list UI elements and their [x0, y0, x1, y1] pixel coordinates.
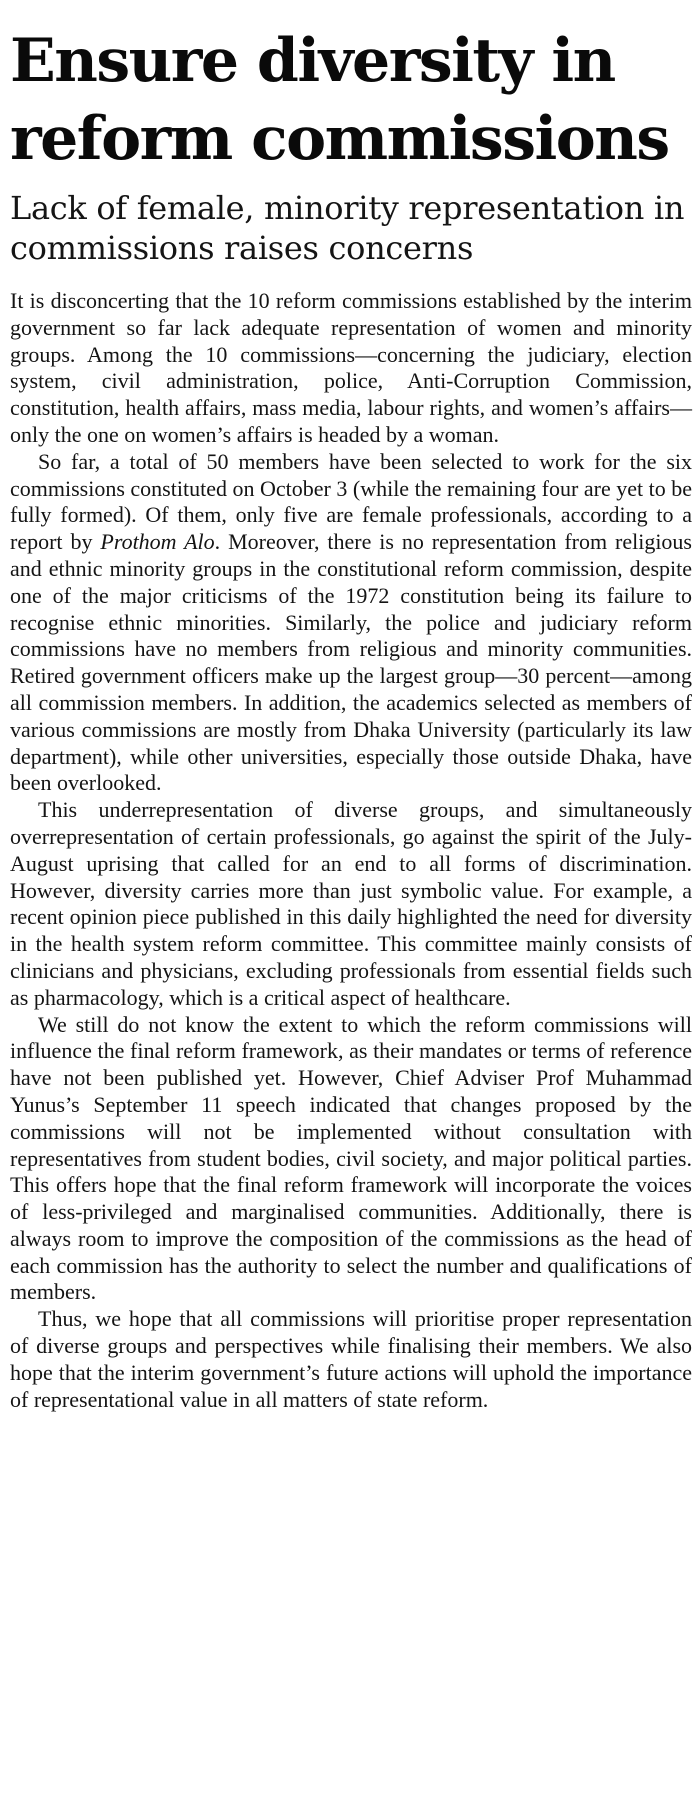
paragraph-4: We still do not know the extent to which the reform commissions will influence the final reform framework, as their mandates or terms of reference have not been published yet. However, Chief Adviser Prof Muhammad Yunus’s September 11 speech indicated that changes proposed by the commissions will not be implemented without consultation with representatives from student bodies, civil society, and major political parties. This offers hope that the final reform framework will incorporate the voices of less-privileged and marginalised communities. Additionally, there is always room to improve the composition of the commissions as the head of each commission has the authority to select the number and qualifications of members. [10, 1011, 692, 1305]
newspaper-name: Prothom Alo [100, 529, 215, 555]
paragraph-1: It is disconcerting that the 10 reform commissions established by the interim government so far lack adequate representation of women and minority groups. Among the 10 commissions—concerning the judiciary, election system, civil administration, police, Anti-Corruption Commission, constitution, health affairs, mass media, labour rights, and women’s affairs—only the one on women’s affairs is headed by a woman. [10, 288, 692, 447]
paragraph-5: Thus, we hope that all commissions will prioritise proper representation of diverse groups and perspectives while finalising their members. We also hope that the interim government’s future actions will uphold the importance of representational value in all matters of state reform. [10, 1306, 692, 1412]
article-body [10, 288, 692, 1413]
subheadline: Lack of female, minority representation in commissions raises concerns [10, 189, 685, 267]
paragraph-3: This underrepresentation of diverse groups, and simultaneously overrepresentation of certain professionals, go against the spirit of the July-August uprising that called for an end to all forms of discrimination. However, diversity carries more than just symbolic value. For example, a recent opinion piece published in this daily highlighted the need for diversity in the health system reform committee. This committee mainly consists of clinicians and physicians, excluding professionals from essential fields such as pharmacology, which is a critical aspect of healthcare. [10, 797, 692, 1010]
headline: Ensure diversity in reform commissions [10, 26, 669, 174]
paragraph-2 [10, 449, 692, 797]
paragraph-2-part-2: . Moreover, there is no representation from religious and ethnic minority groups in the constitutional reform commission, despite one of the major criticisms of the 1972 constitution being its failure to recognise ethnic minorities. Similarly, the police and judiciary reform commissions have no members from religious and minority communities. Retired government officers make up the largest group—30 percent—among all commission members. In addition, the academics selected as members of various commissions are mostly from Dhaka University (particularly its law department), while other universities, especially those outside Dhaka, have been overlooked. [10, 529, 692, 796]
paragraph-2-part-1: So far, a total of 50 members have been selected to work for the six commissions constituted on October 3 (while the remaining four are yet to be fully formed). Of them, only five are female professionals, according to a report by [10, 448, 692, 555]
editorial-article [10, 0, 692, 1413]
